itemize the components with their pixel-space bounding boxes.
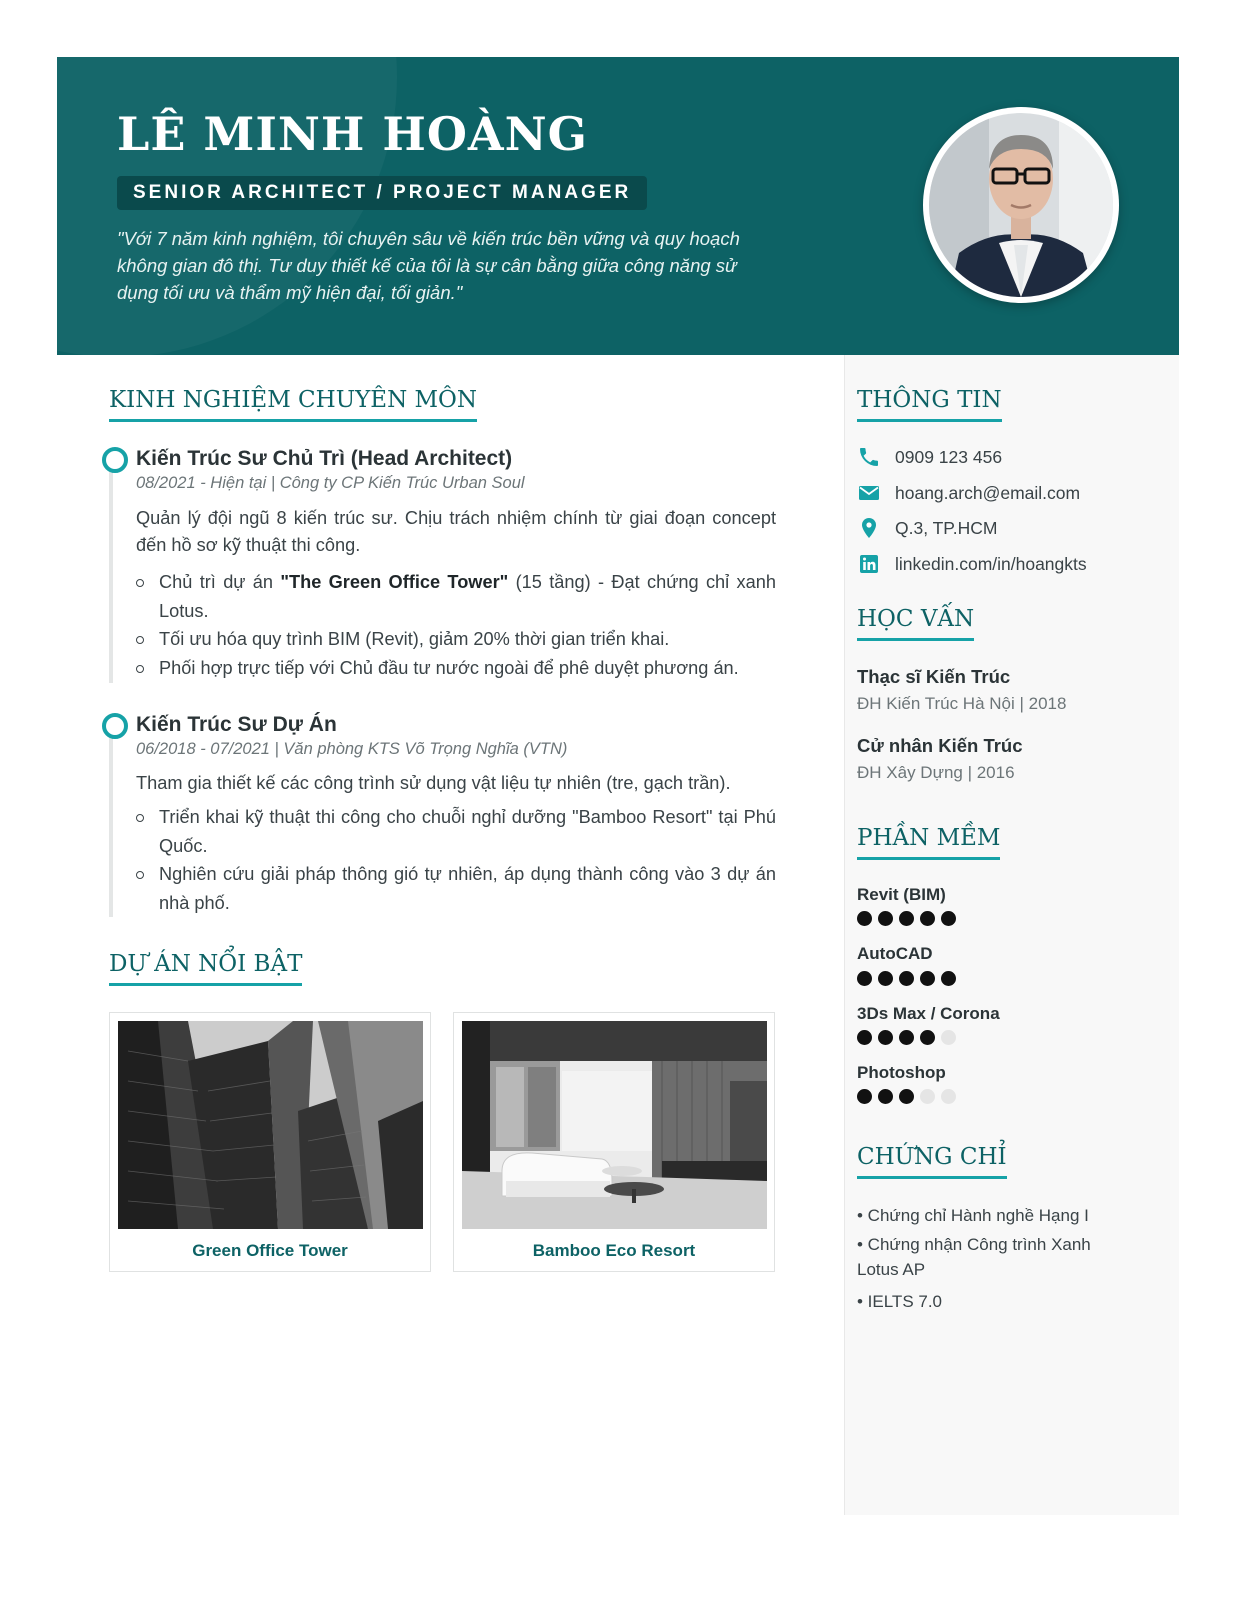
rating-dot-filled xyxy=(878,1030,893,1045)
candidate-name: LÊ MINH HOÀNG xyxy=(117,107,588,161)
degree-school: ĐH Kiến Trúc Hà Nội | 2018 xyxy=(857,694,1067,713)
list-item: Tối ưu hóa quy trình BIM (Revit), giảm 20% thời gian triển khai. xyxy=(136,625,776,654)
rating-dot-filled xyxy=(857,1030,872,1045)
rating-dot-filled xyxy=(857,1089,872,1104)
skill-rating xyxy=(857,1089,962,1105)
skill-rating xyxy=(857,971,962,987)
timeline-line xyxy=(109,727,113,917)
bullet-text: Chủ trì dự án xyxy=(159,572,281,592)
rating-dot-filled xyxy=(941,971,956,986)
job-description: Quản lý đội ngũ 8 kiến trúc sư. Chịu trách nhiệm chính từ giai đoạn concept đến hồ sơ kỹ thuật thi công. xyxy=(136,508,776,555)
job-achievements xyxy=(136,568,776,682)
timeline-dot xyxy=(102,713,128,739)
bullet-highlight: "The Green Office Tower" xyxy=(280,572,509,592)
certificate-item: • IELTS 7.0 xyxy=(857,1292,943,1311)
software-section-title: PHẦN MỀM xyxy=(857,825,1000,860)
timeline-dot xyxy=(102,447,128,473)
job-description: Tham gia thiết kế các công trình sử dụng vật liệu tự nhiên (tre, gạch trần). xyxy=(136,773,731,793)
rating-dot-filled xyxy=(899,971,914,986)
candidate-role-badge: SENIOR ARCHITECT / PROJECT MANAGER xyxy=(117,176,647,210)
info-section-title: THÔNG TIN xyxy=(857,387,1002,422)
degree-school: ĐH Xây Dựng | 2016 xyxy=(857,763,1015,782)
job-achievements xyxy=(136,803,776,917)
email-address: hoang.arch@email.com xyxy=(895,483,1081,503)
degree-title: Cử nhân Kiến Trúc xyxy=(857,735,1023,756)
project-card xyxy=(109,1012,431,1272)
certificate-item: • Chứng chỉ Hành nghề Hạng I xyxy=(857,1206,1089,1225)
avatar-photo xyxy=(929,113,1113,297)
rating-dot-empty xyxy=(941,1089,956,1104)
resume-header xyxy=(57,57,1179,355)
rating-dot-filled xyxy=(878,911,893,926)
rating-dot-filled xyxy=(899,1030,914,1045)
rating-dot-empty xyxy=(920,1089,935,1104)
projects-section-title: DỰ ÁN NỔI BẬT xyxy=(109,951,302,986)
list-item xyxy=(136,568,776,625)
rating-dot-empty xyxy=(941,1030,956,1045)
list-item: Nghiên cứu giải pháp thông gió tự nhiên, áp dụng thành công vào 3 dự án nhà phố. xyxy=(136,860,776,917)
rating-dot-filled xyxy=(941,911,956,926)
degree-title: Thạc sĩ Kiến Trúc xyxy=(857,666,1011,687)
bullet-text: (15 tầng) - Đạt chứng chỉ xanh Lotus. xyxy=(159,572,776,621)
skill-name: 3Ds Max / Corona xyxy=(857,1004,1000,1023)
rating-dot-filled xyxy=(920,1030,935,1045)
skill-name: AutoCAD xyxy=(857,944,933,963)
rating-dot-filled xyxy=(878,1089,893,1104)
profile-quote: "Với 7 năm kinh nghiệm, tôi chuyên sâu về kiến trúc bền vững và quy hoạch không gian đô thị. Tư duy thiết kế của tôi là sự cân bằng giữa công năng sử dụng tối ưu và thẩm mỹ hiện đại, tối giản." xyxy=(117,228,740,303)
resume-page xyxy=(57,57,1179,1545)
skill-rating xyxy=(857,1030,962,1046)
envelope-icon xyxy=(857,481,881,505)
rating-dot-filled xyxy=(920,911,935,926)
certificate-item: • Chứng nhận Công trình Xanh Lotus AP xyxy=(857,1235,1091,1279)
project-caption: Green Office Tower xyxy=(192,1241,348,1260)
rating-dot-filled xyxy=(857,911,872,926)
location-pin-icon xyxy=(857,516,881,540)
rating-dot-filled xyxy=(899,1089,914,1104)
linkedin-url: linkedin.com/in/hoangkts xyxy=(895,554,1087,574)
job-meta: 06/2018 - 07/2021 | Văn phòng KTS Võ Trọng Nghĩa (VTN) xyxy=(136,740,568,758)
project-caption: Bamboo Eco Resort xyxy=(532,1241,696,1260)
linkedin-icon xyxy=(857,552,881,576)
list-item: Triển khai kỹ thuật thi công cho chuỗi nghỉ dưỡng "Bamboo Resort" tại Phú Quốc. xyxy=(136,803,776,860)
rating-dot-filled xyxy=(857,971,872,986)
project-image-eco-resort xyxy=(462,1021,767,1229)
rating-dot-filled xyxy=(878,971,893,986)
certificates-section-title: CHỨNG CHỈ xyxy=(857,1144,1007,1179)
list-item: Phối hợp trực tiếp với Chủ đầu tư nước ngoài để phê duyệt phương án. xyxy=(136,654,776,683)
job-meta: 08/2021 - Hiện tại | Công ty CP Kiến Trúc Urban Soul xyxy=(136,474,525,492)
timeline-line xyxy=(109,461,113,683)
address: Q.3, TP.HCM xyxy=(895,518,998,538)
job-title: Kiến Trúc Sư Dự Án xyxy=(136,713,337,736)
project-image-office-tower xyxy=(118,1021,423,1229)
education-section-title: HỌC VẤN xyxy=(857,606,974,641)
phone-icon xyxy=(857,445,881,469)
phone-number: 0909 123 456 xyxy=(895,447,1003,467)
skill-rating xyxy=(857,911,962,927)
rating-dot-filled xyxy=(899,911,914,926)
job-title: Kiến Trúc Sư Chủ Trì (Head Architect) xyxy=(136,447,513,470)
rating-dot-filled xyxy=(920,971,935,986)
skill-name: Revit (BIM) xyxy=(857,885,946,904)
skill-name: Photoshop xyxy=(857,1063,946,1082)
avatar xyxy=(923,107,1119,303)
experience-section-title: KINH NGHIỆM CHUYÊN MÔN xyxy=(109,387,477,422)
project-card xyxy=(453,1012,775,1272)
